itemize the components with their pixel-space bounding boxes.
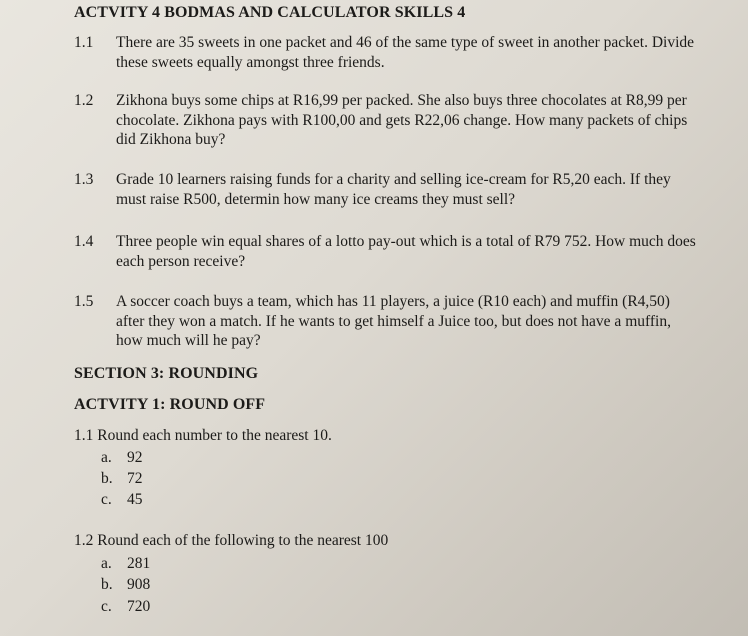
question-1-5 [74, 292, 704, 352]
question-number: 1.5 [74, 293, 94, 310]
list-item [101, 470, 143, 488]
list-item [101, 598, 150, 616]
round-instruction-1-1: 1.1 Round each number to the nearest 10. [74, 427, 332, 444]
item-label: c. [101, 491, 112, 508]
item-label: b. [101, 470, 113, 487]
item-value: 72 [127, 470, 143, 487]
question-text: Three people win equal shares of a lotto pay-out which is a total of R79 752. How much does each person receive? [116, 233, 696, 270]
list-item [101, 555, 150, 573]
question-text: Grade 10 learners raising funds for a charity and selling ice-cream for R5,20 each. If they must raise R500, determin how many ice creams they must sell? [116, 171, 671, 208]
round-instruction-1-2: 1.2 Round each of the following to the nearest 100 [74, 532, 389, 549]
section-heading: SECTION 3: ROUNDING [74, 365, 259, 382]
list-item [101, 576, 150, 594]
question-number: 1.3 [74, 171, 94, 188]
question-number: 1.2 [74, 92, 94, 109]
item-value: 45 [127, 491, 143, 508]
item-label: a. [101, 555, 112, 572]
item-label: a. [101, 449, 112, 466]
question-1-4 [74, 232, 704, 272]
question-1-3 [74, 170, 704, 210]
question-text: There are 35 sweets in one packet and 46 of the same type of sweet in another packet. Divide these sweets equally amongst three friends. [116, 34, 695, 71]
list-item [101, 491, 143, 509]
activity-heading: ACTVITY 1: ROUND OFF [74, 396, 266, 413]
item-label: c. [101, 598, 112, 615]
question-text: A soccer coach buys a team, which has 11 players, a juice (R10 each) and muffin (R4,50) after they won a match. If he wants to get himself a Juice too, but does not have a muffin, how much will he pay? [116, 293, 671, 349]
item-value: 720 [127, 598, 151, 615]
list-item [101, 449, 143, 467]
item-value: 92 [127, 449, 143, 466]
question-1-1 [74, 33, 704, 73]
worksheet-title: ACTVITY 4 BODMAS AND CALCULATOR SKILLS 4 [74, 4, 466, 21]
item-value: 281 [127, 555, 151, 572]
question-text: Zikhona buys some chips at R16,99 per packed. She also buys three chocolates at R8,99 per chocolate. Zikhona pays with R100,00 and gets R22,06 change. How many packets of chips did Zikhona buy? [116, 92, 688, 148]
question-number: 1.4 [74, 233, 94, 250]
question-1-2 [74, 91, 704, 151]
item-label: b. [101, 576, 113, 593]
item-value: 908 [127, 576, 151, 593]
question-number: 1.1 [74, 34, 94, 51]
